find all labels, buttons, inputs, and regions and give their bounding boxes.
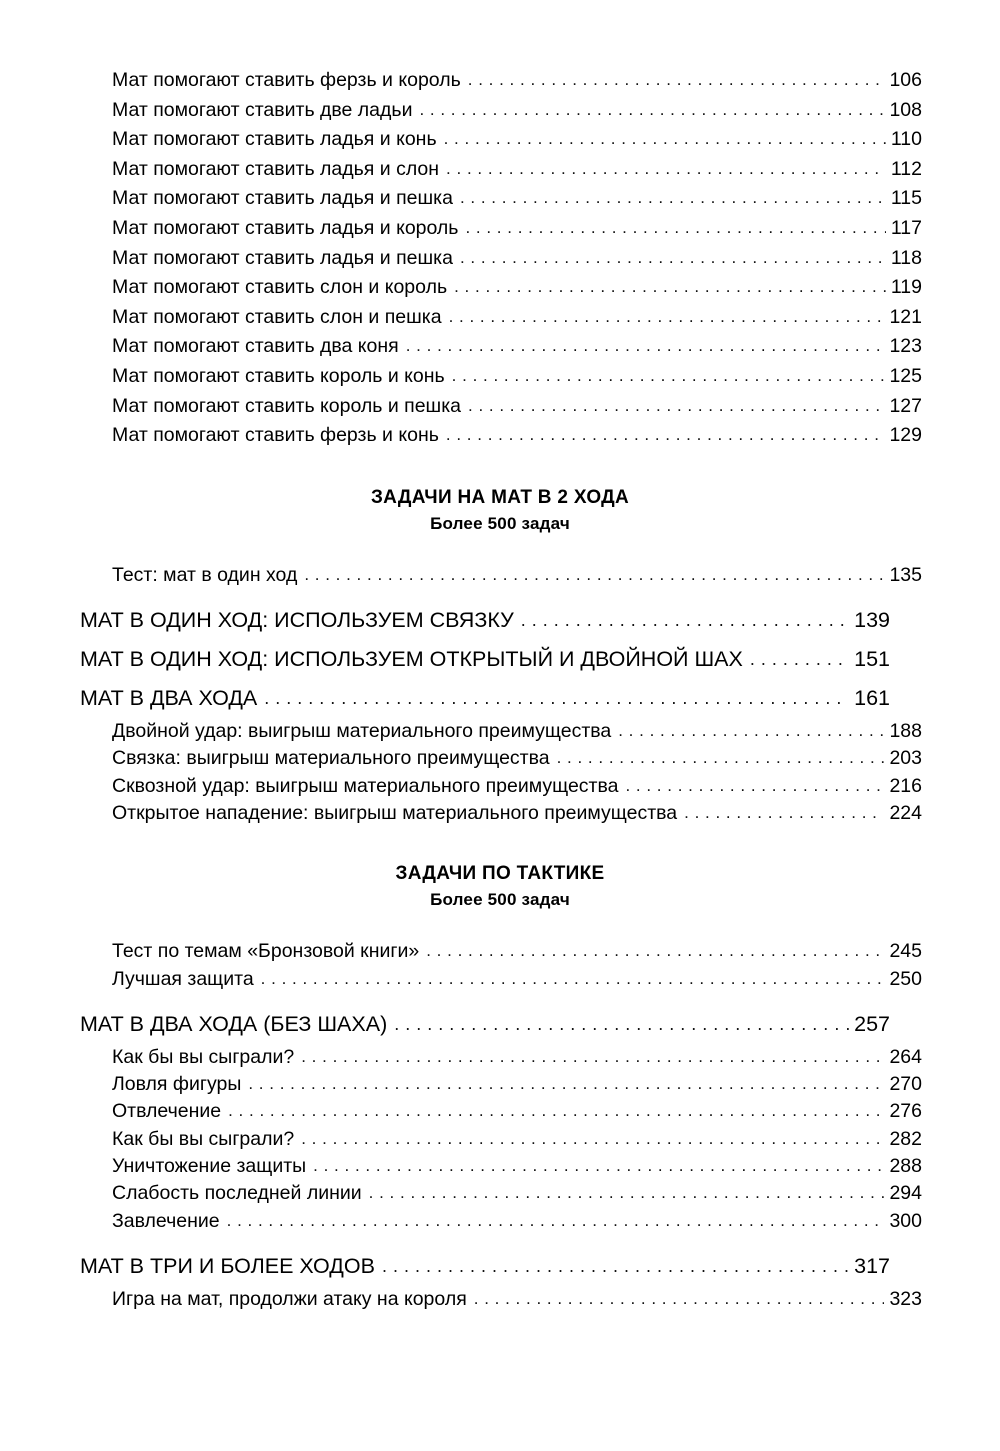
entry-gap: [0, 993, 1000, 1005]
toc-entry-label: Мат помогают ставить две ладьи: [112, 98, 413, 121]
toc-entry-page-number: 264: [889, 1045, 922, 1068]
toc-entry-label: Завлечение: [112, 1209, 220, 1232]
toc-entry-label: МАТ В ДВА ХОДА: [80, 686, 258, 711]
toc-entry-label: МАТ В ТРИ И БОЛЕЕ ХОДОВ: [80, 1253, 375, 1278]
toc-entry-page-number: 203: [889, 747, 922, 770]
dot-leader: [460, 184, 886, 213]
toc-entry-page-number: 135: [889, 563, 922, 586]
toc-entry[interactable]: [80, 640, 890, 679]
toc-entry[interactable]: [112, 303, 922, 333]
toc-group-mate-2-moves-entries: [0, 562, 1000, 827]
toc-entry-label: Мат помогают ставить король и пешка: [112, 394, 462, 417]
toc-entry-page-number: 117: [890, 216, 922, 239]
toc-entry-page-number: 188: [889, 720, 922, 743]
toc-entry-page-number: 123: [889, 335, 922, 358]
entry-gap: [0, 1235, 1000, 1247]
toc-entry-page-number: 245: [889, 940, 922, 963]
section-title: ЗАДАЧИ ПО ТАКТИКЕ: [395, 863, 605, 885]
dot-leader: [625, 772, 884, 799]
toc-entry[interactable]: [80, 1005, 890, 1044]
toc-entry[interactable]: [112, 273, 922, 303]
toc-entry-page-number: 127: [889, 394, 922, 417]
toc-entry-label: Открытое нападение: выигрыш материального преимущества: [112, 801, 678, 824]
section-gap-before: [0, 827, 1000, 861]
toc-entry[interactable]: [112, 1180, 922, 1207]
section-title: ЗАДАЧИ НА МАТ В 2 ХОДА: [370, 486, 630, 508]
dot-leader: [406, 332, 885, 361]
toc-entry-label: МАТ В ОДИН ХОД: ИСПОЛЬЗУЕМ ОТКРЫТЫЙ И ДВОЙНОЙ ШАХ: [80, 647, 743, 672]
toc-entry[interactable]: [112, 1071, 922, 1098]
toc-entry-page-number: 119: [890, 276, 922, 299]
toc-entry-label: Мат помогают ставить слон и пешка: [112, 305, 442, 328]
toc-entry[interactable]: [112, 421, 922, 451]
toc-entry[interactable]: [112, 800, 922, 827]
toc-entry-label: Связка: выигрыш материального преимущества: [112, 747, 550, 770]
toc-entry-label: Мат помогают ставить ладья и пешка: [112, 187, 453, 210]
dot-leader: [382, 1247, 849, 1285]
dot-leader: [426, 937, 884, 964]
toc-entry-label: Слабость последней линии: [112, 1182, 362, 1205]
toc-entry-page-number: 110: [890, 128, 922, 151]
toc-entry-label: Двойной удар: выигрыш материального преимущества: [112, 720, 612, 743]
section-gap-after: [0, 912, 1000, 938]
dot-leader: [444, 125, 886, 154]
entry-gap: [0, 589, 1000, 601]
toc-entry-page-number: 108: [889, 98, 922, 121]
toc-entry[interactable]: [112, 938, 922, 965]
toc-entry-page-number: 151: [854, 647, 890, 672]
toc-entry-page-number: 115: [890, 187, 922, 210]
dot-leader: [557, 744, 885, 771]
toc-entry[interactable]: [112, 1153, 922, 1180]
toc-entry-label: Игра на мат, продолжи атаку на короля: [112, 1287, 467, 1310]
toc-entry-page-number: 224: [889, 801, 922, 824]
dot-leader: [446, 421, 885, 450]
toc-entry-page-number: 106: [889, 69, 922, 91]
toc-entry[interactable]: [112, 96, 922, 126]
dot-leader: [468, 392, 884, 421]
dot-leader: [313, 1152, 884, 1179]
toc-entry[interactable]: [112, 562, 922, 589]
dot-leader: [460, 244, 886, 273]
toc-entry-label: Мат помогают ставить ладья и король: [112, 216, 459, 239]
toc-entry-label: Как бы вы сыграли?: [112, 1045, 295, 1068]
dot-leader: [228, 1097, 884, 1124]
toc-entry-label: Как бы вы сыграли?: [112, 1127, 295, 1150]
toc-entry-label: Мат помогают ставить ферзь и конь: [112, 424, 439, 447]
toc-entry-page-number: 121: [889, 305, 922, 328]
dot-leader: [474, 1285, 885, 1312]
toc-entry-label: Сквозной удар: выигрыш материального преимущества: [112, 774, 619, 797]
dot-leader: [261, 965, 885, 992]
toc-entry[interactable]: [112, 1044, 922, 1071]
top-margin-spacer: [0, 0, 1000, 66]
toc-entry-label: Мат помогают ставить ладья и пешка: [112, 246, 453, 269]
dot-leader: [227, 1207, 885, 1234]
toc-entry[interactable]: [112, 745, 922, 772]
dot-leader: [301, 1125, 884, 1152]
dot-leader: [264, 679, 849, 717]
section-subtitle: Более 500 задач: [430, 890, 570, 910]
toc-entry[interactable]: [112, 1208, 922, 1235]
toc-entry-page-number: 323: [889, 1287, 922, 1310]
toc-entry-page-number: 216: [889, 774, 922, 797]
toc-entry[interactable]: [80, 679, 890, 718]
dot-leader: [465, 214, 885, 243]
toc-entry-page-number: 125: [889, 364, 922, 387]
toc-entry[interactable]: [112, 1098, 922, 1125]
toc-entry-page-number: 300: [889, 1209, 922, 1232]
dot-leader: [248, 1070, 884, 1097]
toc-entry[interactable]: [112, 773, 922, 800]
toc-entry-label: МАТ В ОДИН ХОД: ИСПОЛЬЗУЕМ СВЯЗКУ: [80, 608, 514, 633]
toc-entry-page-number: 161: [854, 686, 890, 711]
toc-entry-page-number: 282: [889, 1127, 922, 1150]
toc-entry[interactable]: [112, 244, 922, 274]
dot-leader: [618, 717, 884, 744]
toc-entry[interactable]: [112, 1286, 922, 1313]
toc-entry-label: Ловля фигуры: [112, 1073, 242, 1096]
toc-entry[interactable]: [80, 1247, 890, 1286]
toc-entry-label: Мат помогают ставить два коня: [112, 335, 399, 358]
toc-entry[interactable]: [112, 184, 922, 214]
toc-entry-page-number: 288: [889, 1154, 922, 1177]
toc-entry-label: Тест: мат в один ход: [112, 563, 298, 586]
toc-entry-label: Уничтожение защиты: [112, 1154, 307, 1177]
section-gap-before: [0, 451, 1000, 485]
dot-leader: [419, 96, 884, 125]
toc-entry-label: Мат помогают ставить ладья и слон: [112, 157, 440, 180]
dot-leader: [454, 273, 886, 302]
dot-leader: [684, 799, 884, 826]
section-gap-after: [0, 536, 1000, 562]
toc-entry-page-number: 250: [889, 967, 922, 990]
toc-entry-label: Мат помогают ставить слон и король: [112, 276, 448, 299]
dot-leader: [301, 1043, 884, 1070]
toc-entry[interactable]: [112, 718, 922, 745]
dot-leader: [750, 640, 849, 678]
toc-entry-label: Лучшая защита: [112, 967, 254, 990]
toc-entry-label: МАТ В ДВА ХОДА (БЕЗ ШАХА): [80, 1011, 388, 1036]
toc-entry[interactable]: [112, 125, 922, 155]
toc-entry-page-number: 276: [889, 1100, 922, 1123]
toc-entry[interactable]: [112, 966, 922, 993]
toc-entry-page-number: 112: [890, 157, 922, 180]
dot-leader: [446, 155, 886, 184]
toc-entry[interactable]: [112, 362, 922, 392]
section-heading-задачи-на-мат-в-2-хода: [0, 485, 1000, 536]
dot-leader: [468, 66, 885, 95]
toc-entry-page-number: 257: [854, 1011, 890, 1036]
dot-leader: [449, 303, 885, 332]
toc-entry[interactable]: [112, 66, 922, 96]
dot-leader: [369, 1179, 885, 1206]
toc-entry-page-number: 129: [889, 424, 922, 447]
toc-entry-page-number: 270: [889, 1073, 922, 1096]
toc-entry-label: Отвлечение: [112, 1100, 222, 1123]
toc-entry[interactable]: [112, 332, 922, 362]
toc-entry[interactable]: [112, 214, 922, 244]
toc-entry[interactable]: [112, 155, 922, 185]
toc-entry-label: Мат помогают ставить король и конь: [112, 364, 445, 387]
toc-entry-page-number: 294: [889, 1182, 922, 1205]
toc-entry[interactable]: [112, 392, 922, 422]
dot-leader: [521, 601, 849, 639]
toc-group-mate-helpers: [0, 66, 1000, 451]
dot-leader: [452, 362, 885, 391]
toc-entry[interactable]: [80, 601, 890, 640]
toc-entry-page-number: 118: [890, 246, 922, 269]
dot-leader: [304, 561, 884, 588]
toc-group-tactics-entries: [0, 938, 1000, 1313]
toc-entry-page-number: 139: [854, 608, 890, 633]
toc-entry-label: Тест по темам «Бронзовой книги»: [112, 940, 420, 963]
dot-leader: [394, 1005, 849, 1043]
toc-entry[interactable]: [112, 1126, 922, 1153]
section-heading-задачи-по-тактике: [0, 861, 1000, 912]
section-subtitle: Более 500 задач: [430, 513, 570, 533]
toc-entry-page-number: 317: [854, 1253, 890, 1278]
toc-entry-label: Мат помогают ставить ладья и конь: [112, 128, 437, 151]
toc-entry-label: Мат помогают ставить ферзь и король: [112, 69, 461, 91]
